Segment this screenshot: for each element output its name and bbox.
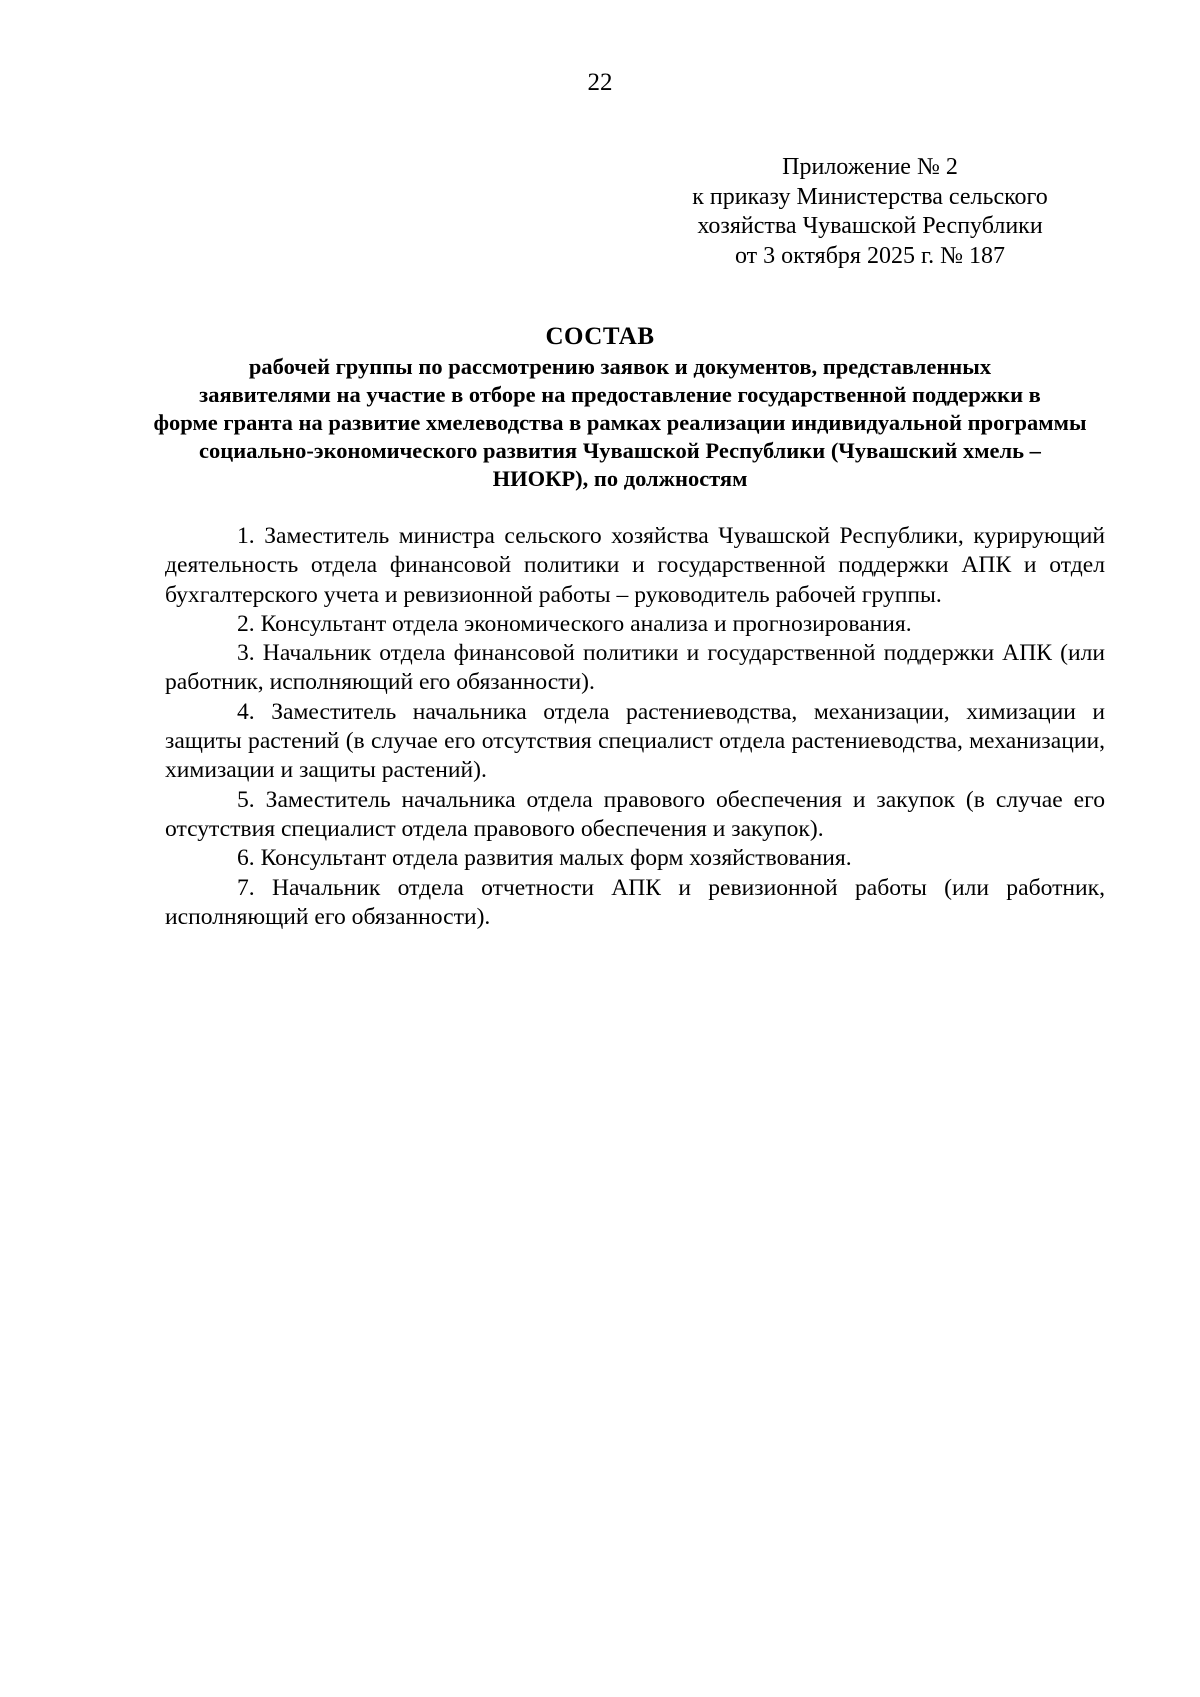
subtitle-line: НИОКР), по должностям xyxy=(492,466,748,491)
subtitle-line: заявителями на участие в отборе на предоставление государственной поддержки в xyxy=(199,382,1041,407)
appendix-line: к приказу Министерства сельского xyxy=(692,183,1048,210)
list-item: 2. Консультант отдела экономического анализа и прогнозирования. xyxy=(237,610,912,637)
subtitle-line: социально-экономического развития Чувашской Республики (Чувашский хмель – xyxy=(199,438,1041,463)
appendix-line: хозяйства Чувашской Республики xyxy=(697,213,1043,239)
document-title: СОСТАВ xyxy=(545,323,655,350)
page-number: 22 xyxy=(587,69,613,96)
list-item: 7. Начальник отдела отчетности АПК и ревизионной работы (или работник, исполняющий его обязанности). xyxy=(165,874,1105,930)
appendix-block xyxy=(660,153,1080,271)
members-list xyxy=(165,522,1105,932)
list-item: 3. Начальник отдела финансовой политики и государственной поддержки АПК (или работник, исполняющий его обязанности). xyxy=(165,640,1105,696)
list-item: 5. Заместитель начальника отдела правового обеспечения и закупок (в случае его отсутствия специалист отдела правового обеспечения и закупок). xyxy=(165,786,1105,842)
appendix-line: Приложение № 2 xyxy=(782,154,958,180)
list-item: 4. Заместитель начальника отдела растениеводства, механизации, химизации и защиты растений (в случае его отсутствия специалист отдела растениеводства, механизации, химизации и защиты растений). xyxy=(165,698,1105,784)
subtitle-line: форме гранта на развитие хмелеводства в рамках реализации индивидуальной программы xyxy=(153,410,1087,435)
list-item: 6. Консультант отдела развития малых форм хозяйствования. xyxy=(237,845,852,872)
appendix-line: от 3 октября 2025 г. № 187 xyxy=(734,242,1005,269)
document-subtitle xyxy=(140,353,1100,493)
list-item: 1. Заместитель министра сельского хозяйства Чувашской Республики, курирующий деятельность отдела финансовой политики и государственной поддержки АПК и отдел бухгалтерского учета и ревизионной работы – руководитель рабочей группы. xyxy=(165,523,1105,608)
subtitle-line: рабочей группы по рассмотрению заявок и документов, представленных xyxy=(248,354,992,379)
